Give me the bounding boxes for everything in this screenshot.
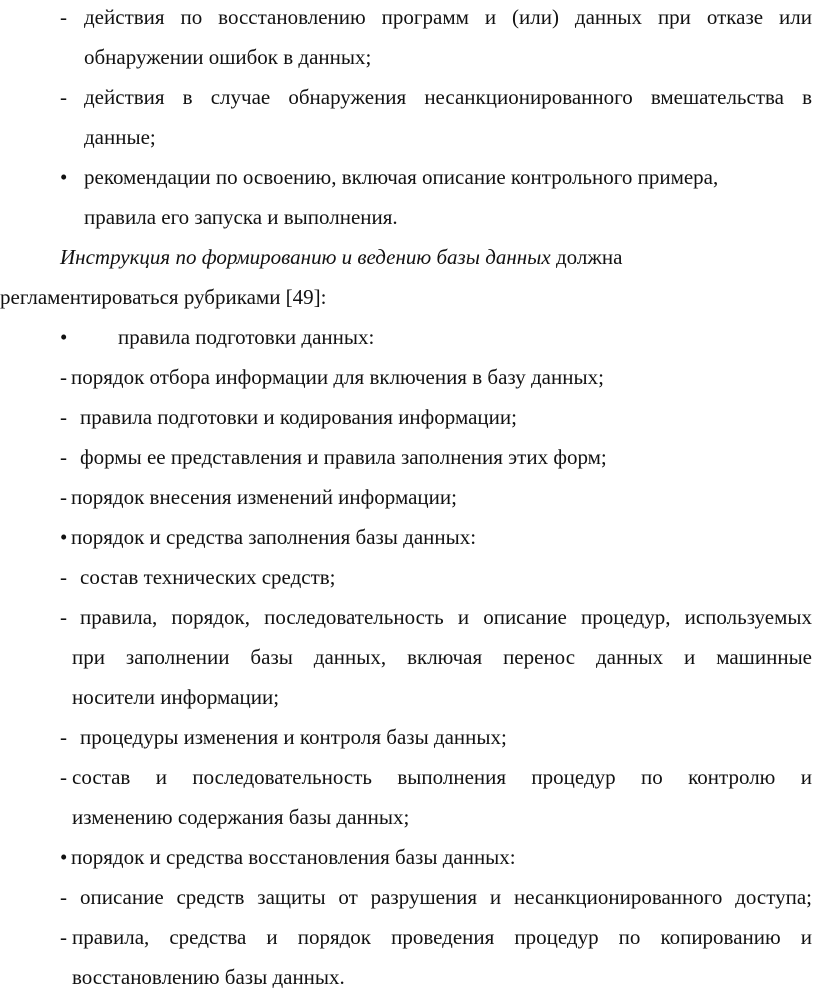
bullet-marker: • xyxy=(60,525,68,549)
line-text: порядок внесения изменений информации; xyxy=(71,485,457,509)
dash-marker: - xyxy=(60,885,67,909)
bullet-marker: • xyxy=(60,165,68,189)
line-text: формы ее представления и правила заполнения этих форм; xyxy=(80,445,607,469)
list-item xyxy=(0,317,812,357)
list-item-continuation xyxy=(0,957,812,997)
list-item-continuation xyxy=(0,677,812,717)
line-text: состав и последовательность выполнения процедур по контролю и xyxy=(72,765,812,789)
list-item-continuation xyxy=(0,117,812,157)
list-item-continuation xyxy=(0,197,812,237)
dash-marker: - xyxy=(60,605,67,629)
line-text: правила его запуска и выполнения. xyxy=(84,205,398,229)
list-item xyxy=(0,517,812,557)
line-text: изменению содержания базы данных; xyxy=(72,805,410,829)
list-item-continuation xyxy=(0,37,812,77)
dash-marker: - xyxy=(60,5,67,29)
dash-marker: - xyxy=(60,405,67,429)
line-text: действия в случае обнаружения несанкционированного вмешательства в xyxy=(84,85,812,109)
line-text: порядок и средства заполнения базы данных: xyxy=(71,525,477,549)
bullet-marker: • xyxy=(60,325,68,349)
line-text: правила, средства и порядок проведения процедур по копированию и xyxy=(72,925,812,949)
dash-marker: - xyxy=(60,765,67,789)
list-item xyxy=(0,77,812,117)
line-text: данные; xyxy=(84,125,156,149)
list-item-continuation xyxy=(0,637,812,677)
dash-marker: - xyxy=(60,445,67,469)
list-item xyxy=(0,557,812,597)
dash-marker: - xyxy=(60,365,67,389)
line-text: порядок и средства восстановления базы данных: xyxy=(71,845,516,869)
dash-marker: - xyxy=(60,725,67,749)
line-text: процедуры изменения и контроля базы данных; xyxy=(80,725,507,749)
italic-title: Инструкция по формированию и ведению базы данных xyxy=(60,245,551,269)
list-item xyxy=(0,437,812,477)
list-item xyxy=(0,157,812,197)
list-item xyxy=(0,717,812,757)
dash-marker: - xyxy=(60,485,67,509)
dash-marker: - xyxy=(60,85,67,109)
list-item xyxy=(0,757,812,797)
paragraph-continuation xyxy=(0,277,812,317)
list-item xyxy=(0,917,812,957)
line-text: описание средств защиты от разрушения и несанкционированного доступа; xyxy=(80,885,812,909)
list-item xyxy=(0,357,812,397)
bullet-marker: • xyxy=(60,845,68,869)
line-text: восстановлению базы данных. xyxy=(72,965,345,989)
list-item xyxy=(0,837,812,877)
line-text: правила подготовки данных: xyxy=(118,325,375,349)
dash-marker: - xyxy=(60,925,67,949)
line-text: порядок отбора информации для включения в базу данных; xyxy=(71,365,604,389)
list-item xyxy=(0,397,812,437)
paragraph-start xyxy=(0,237,812,277)
list-item xyxy=(0,0,812,37)
list-item xyxy=(0,877,812,917)
line-text: правила подготовки и кодирования информации; xyxy=(80,405,517,429)
list-item xyxy=(0,597,812,637)
line-text: рекомендации по освоению, включая описание контрольного примера, xyxy=(84,165,719,189)
line-text: должна xyxy=(550,245,623,269)
line-text: при заполнении базы данных, включая перенос данных и машинные xyxy=(72,645,812,669)
line-text: действия по восстановлению программ и (или) данных при отказе или xyxy=(84,5,812,29)
list-item-continuation xyxy=(0,797,812,837)
line-text: правила, порядок, последовательность и описание процедур, используемых xyxy=(80,605,812,629)
line-text: обнаружении ошибок в данных; xyxy=(84,45,372,69)
line-text: регламентироваться рубриками [49]: xyxy=(0,285,327,309)
line-text: состав технических средств; xyxy=(80,565,336,589)
dash-marker: - xyxy=(60,565,67,589)
list-item xyxy=(0,477,812,517)
line-text: носители информации; xyxy=(72,685,280,709)
